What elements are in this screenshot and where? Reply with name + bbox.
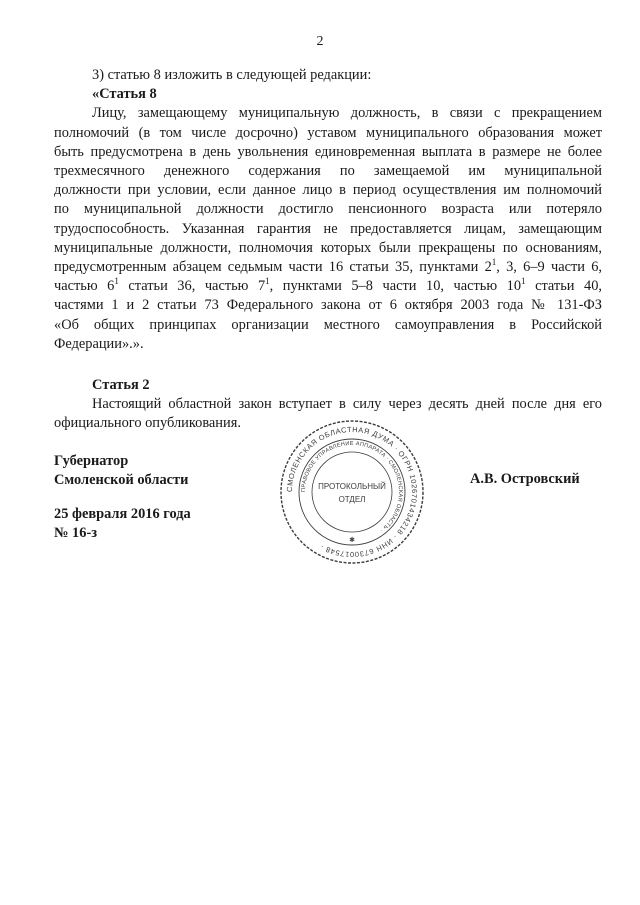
signatory-name: А.В. Островский [470,471,580,487]
signatory-title-line: Смоленской области [54,472,189,488]
superscript: 1 [491,257,497,268]
signatory-title [54,452,188,490]
seal-center-line1: ПРОТОКОЛЬНЫЙ [318,482,386,491]
superscript: 1 [265,276,270,287]
article-8-line: должности при условии, если данное лицо в период осуществления им полномочий [54,182,602,199]
article-8-line: Лицу, замещающему муниципальную должность, в связи с прекращением [92,105,602,122]
article-8-line: по муниципальной должности достигло пенсионного возраста или потеряло [54,201,602,218]
signatory-title-line: Губернатор [54,453,129,469]
article-8-line [54,277,602,296]
amendment-intro: 3) статью 8 изложить в следующей редакции: [92,67,372,83]
article-8-line: «Об общих принципах организации местного самоуправления в Российской [54,316,602,333]
ref-text: , 3, 6–9 части 6, [496,259,602,276]
article-8-line [54,258,602,277]
article-8-heading: «Статья 8 [92,86,157,103]
seal-center-line2: ОТДЕЛ [338,495,366,504]
ref-text: статьи 36, частью 7 [118,278,266,295]
article-8-line: трехмесячного денежного содержания по замещаемой им муниципальной [54,163,602,180]
seal-outer-text: СМОЛЕНСКАЯ ОБЛАСТНАЯ ДУМА · ОГРН 1026701434218 · ИНН 6730017548 · [284,424,420,560]
seal-inner-border [312,452,392,532]
article-8-line: трудоспособность. Указанная гарантия не предоставляется лицам, замещающим [54,220,602,237]
seal-inner-text: ПРАВОВОЕ УПРАВЛЕНИЕ АППАРАТА · СМОЛЕНСКАЯ ОБЛАСТЬ · [300,440,404,534]
article-8-line: Федерации».». [54,335,144,352]
superscript: 1 [114,276,119,287]
article-8-line: муниципальные должности, полномочия которых были прекращены по основаниям, [54,239,602,256]
article-8-line: частями 1 и 2 статьи 73 Федерального закона от 6 октября 2003 года № 131-ФЗ [54,297,602,314]
law-number: № 16-з [54,525,98,541]
article-8-line: полномочий (в том числе досрочно) уставом муниципального образования может [54,124,602,141]
article-2-line: Настоящий областной закон вступает в силу через десять дней после дня его [92,396,602,413]
ref-text: частью 6 [54,278,115,295]
seal-mid-border [299,439,405,545]
seal-star-icon: ✱ [349,536,355,544]
document-body [54,66,602,434]
article-2-heading: Статья 2 [92,377,150,394]
article-2-line: официального опубликования. [54,415,241,432]
law-date: 25 февраля 2016 года [54,506,191,522]
superscript: 1 [521,276,526,287]
official-seal [278,418,426,566]
law-date-number [54,505,191,543]
ref-text: предусмотренным абзацем седьмым части 16 статьи 35, пунктами 2 [54,259,492,276]
article-8-line: быть предусмотрена в день увольнения единовременная выплата в размере не более [54,143,602,160]
ref-text: статьи 40, [525,278,603,295]
ref-text: , пунктами 5–8 части 10, частью 10 [269,278,522,295]
page-number: 2 [316,34,324,49]
